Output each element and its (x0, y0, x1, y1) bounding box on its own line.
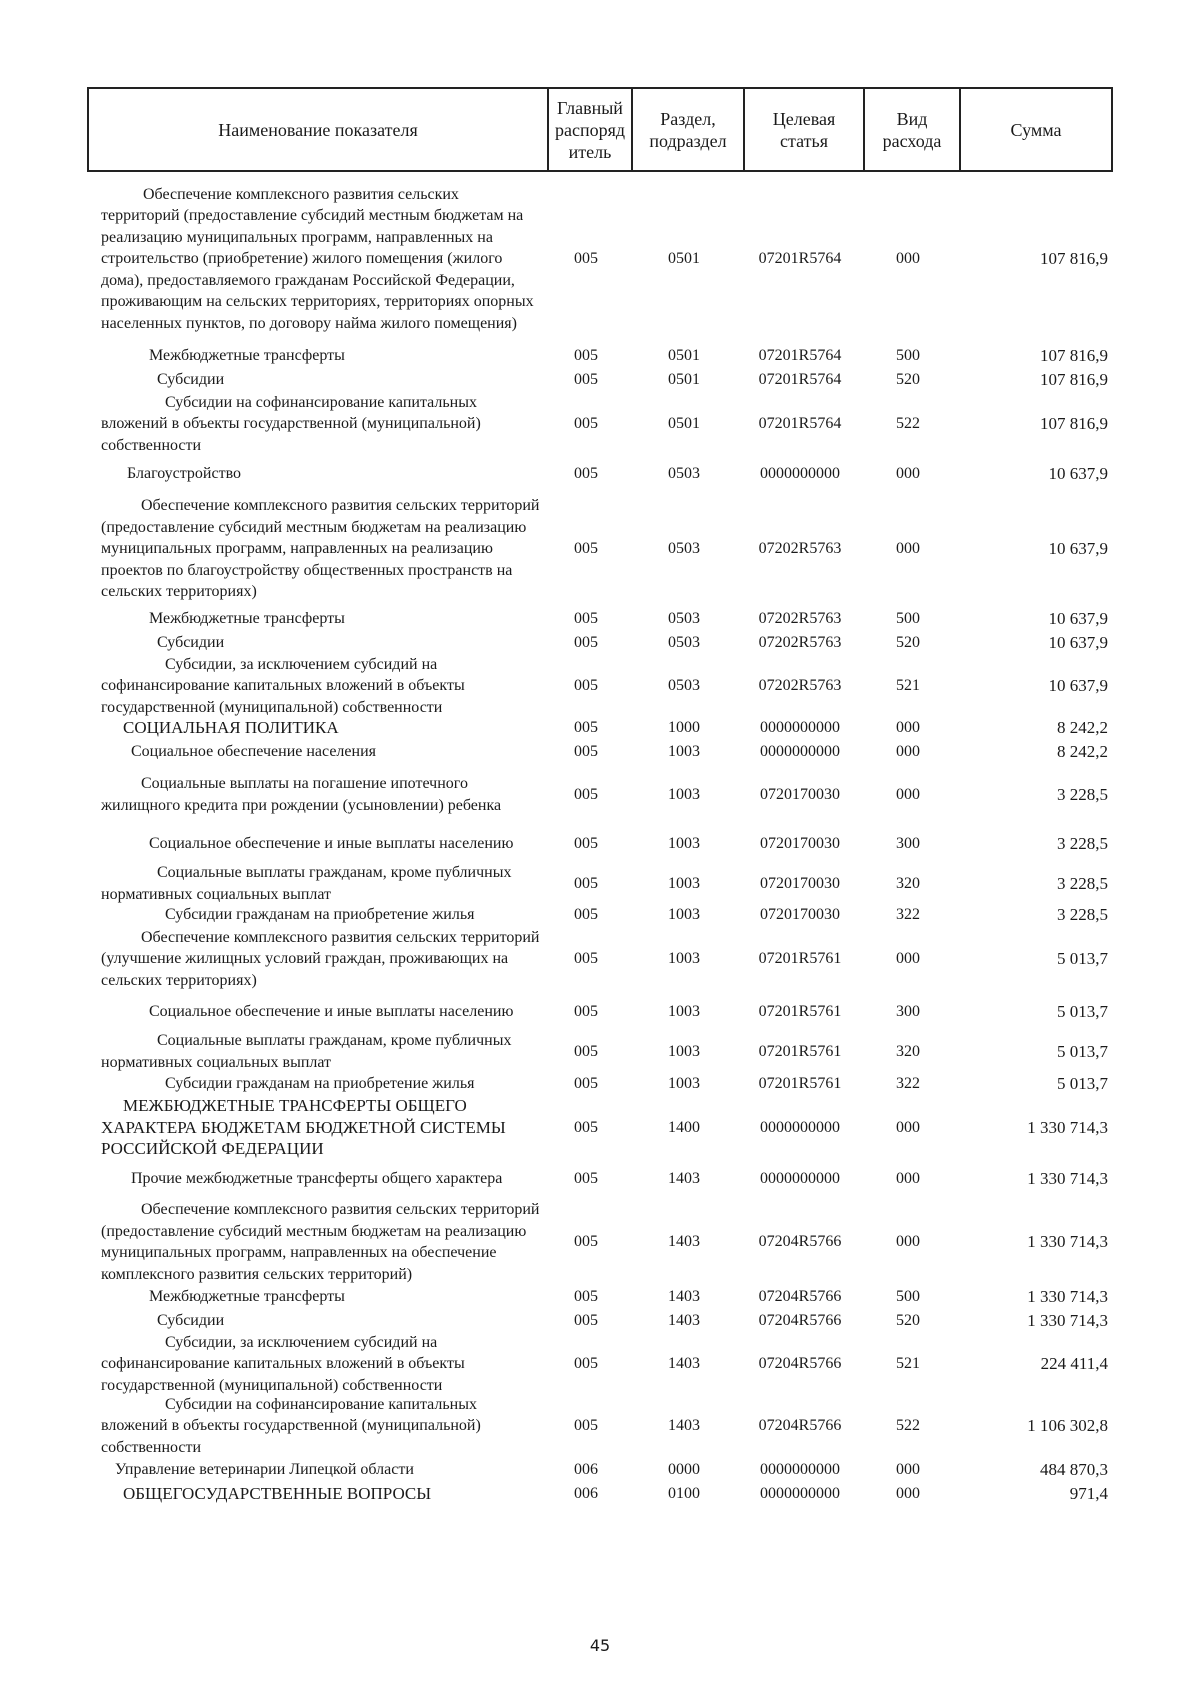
row-name (87, 1332, 544, 1397)
row-rzpr: 0000 (668, 1460, 700, 1478)
row-vr: 000 (896, 1460, 920, 1478)
row-csr: 07201R5764 (758, 415, 842, 433)
row-csr: 07201R5761 (758, 950, 842, 968)
row-vr: 000 (896, 465, 920, 483)
row-name (87, 833, 544, 855)
table-row (87, 1395, 1111, 1457)
row-sum: 1 330 714,3 (1027, 1287, 1108, 1307)
row-name-text: Социальное обеспечение и иные выплаты населению (149, 835, 514, 853)
row-name-text: Социальное обеспечение и иные выплаты населению (149, 1002, 514, 1020)
row-sum: 107 816,9 (1040, 346, 1108, 366)
row-rzpr: 0501 (668, 250, 700, 268)
row-name (87, 1310, 544, 1332)
row-name-text: Прочие межбюджетные трансферты общего характера (131, 1169, 503, 1187)
table-row (87, 927, 1111, 991)
table-row (87, 1285, 1111, 1309)
row-grbs: 005 (574, 371, 598, 389)
row-rzpr: 0503 (668, 540, 700, 558)
row-name-text: Обеспечение комплексного развития сельских территорий (предоставление субсидий местным бюджетам на реализацию муниципальных программ, направленных на реализацию проектов по благоустройству общественных пространств на сельских территориях) (101, 497, 540, 601)
row-grbs: 005 (574, 1042, 598, 1060)
row-rzpr: 0503 (668, 465, 700, 483)
row-grbs: 005 (574, 677, 598, 695)
row-sum: 107 816,9 (1040, 370, 1108, 390)
row-name-text: Межбюджетные трансферты (149, 1288, 345, 1306)
row-grbs: 005 (574, 785, 598, 803)
row-name-text: Субсидии гражданам на приобретение жилья (165, 1075, 475, 1093)
row-name-text: СОЦИАЛЬНАЯ ПОЛИТИКА (123, 718, 339, 738)
row-csr: 0000000000 (760, 743, 840, 761)
row-name (87, 1030, 544, 1073)
row-rzpr: 1003 (668, 874, 700, 892)
table-row (87, 655, 1111, 717)
row-vr: 000 (896, 1233, 920, 1251)
row-csr: 07204R5766 (758, 1288, 842, 1306)
row-name-text: Субсидии на софинансирование капитальных вложений в объекты государственной (муниципальной) собственности (101, 1395, 481, 1456)
row-csr: 07201R5764 (758, 250, 842, 268)
row-vr: 500 (896, 609, 920, 627)
row-rzpr: 1403 (668, 1312, 700, 1330)
row-name (87, 632, 544, 654)
row-grbs: 005 (574, 1417, 598, 1435)
row-vr: 520 (896, 371, 920, 389)
row-rzpr: 1403 (668, 1417, 700, 1435)
row-sum: 5 013,7 (1057, 1041, 1108, 1061)
row-name (87, 1199, 544, 1285)
table-row (87, 631, 1111, 655)
row-name (87, 1073, 544, 1095)
row-sum: 10 637,9 (1048, 608, 1108, 628)
row-sum: 1 106 302,8 (1027, 1416, 1108, 1436)
row-grbs: 005 (574, 609, 598, 627)
row-rzpr: 0503 (668, 677, 700, 695)
row-sum: 3 228,5 (1057, 905, 1108, 925)
header-csr: Целевая статья (744, 88, 864, 171)
row-rzpr: 0501 (668, 371, 700, 389)
row-sum: 10 637,9 (1048, 464, 1108, 484)
row-grbs: 005 (574, 1075, 598, 1093)
table-header (87, 87, 1113, 172)
row-csr: 0720170030 (760, 874, 840, 892)
row-grbs: 005 (574, 1355, 598, 1373)
table-row (87, 492, 1111, 606)
row-name (87, 184, 544, 335)
row-csr: 07204R5766 (758, 1417, 842, 1435)
row-name-text: МЕЖБЮДЖЕТНЫЕ ТРАНСФЕРТЫ ОБЩЕГО ХАРАКТЕРА БЮДЖЕТАМ БЮДЖЕТНОЙ СИСТЕМЫ РОССИЙСКОЙ ФЕДЕРАЦИИ (101, 1096, 506, 1159)
row-name (87, 1394, 544, 1459)
row-csr: 0000000000 (760, 1460, 840, 1478)
row-name (87, 1286, 544, 1308)
row-sum: 10 637,9 (1048, 539, 1108, 559)
table-row (87, 903, 1111, 927)
row-name-text: Благоустройство (127, 465, 242, 483)
row-name (87, 741, 544, 763)
row-grbs: 005 (574, 719, 598, 737)
row-vr: 521 (896, 1355, 920, 1373)
row-name-text: Социальное обеспечение населения (131, 743, 376, 761)
row-csr: 0000000000 (760, 465, 840, 483)
table-row (87, 174, 1111, 344)
row-vr: 322 (896, 1075, 920, 1093)
row-name-text: Обеспечение комплексного развития сельских территорий (предоставление субсидий местным бюджетам на реализацию муниципальных программ, направленных на обеспечение комплексного развития сельских территорий) (101, 1201, 540, 1283)
row-name-text: Обеспечение комплексного развития сельских территорий (предоставление субсидий местным бюджетам на реализацию муниципальных программ, направленных на строительство (приобретение) жилого помещения (жилого дома), предоставляемого гражданам Российской Федерации, проживающим на сельских территориях, территориях опорных населенных пунктов, по договору найма жилого помещения) (101, 185, 534, 332)
row-vr: 300 (896, 1002, 920, 1020)
row-sum: 5 013,7 (1057, 1074, 1108, 1094)
row-vr: 000 (896, 540, 920, 558)
row-sum: 1 330 714,3 (1027, 1311, 1108, 1331)
row-csr: 0720170030 (760, 906, 840, 924)
row-grbs: 005 (574, 250, 598, 268)
row-name-text: Межбюджетные трансферты (149, 609, 345, 627)
row-grbs: 006 (574, 1460, 598, 1478)
row-vr: 000 (896, 719, 920, 737)
table-row (87, 1457, 1111, 1482)
row-vr: 500 (896, 1288, 920, 1306)
row-name (87, 717, 544, 739)
table-row (87, 1199, 1111, 1285)
row-sum: 1 330 714,3 (1027, 1117, 1108, 1137)
row-grbs: 005 (574, 906, 598, 924)
row-name-text: Межбюджетные трансферты (149, 347, 345, 365)
row-sum: 107 816,9 (1040, 249, 1108, 269)
table-row (87, 1032, 1111, 1071)
row-vr: 000 (896, 1485, 920, 1503)
table-row (87, 739, 1111, 765)
table-row (87, 1482, 1111, 1506)
table-row (87, 456, 1111, 492)
page-number: 45 (589, 1636, 611, 1655)
row-sum: 3 228,5 (1057, 784, 1108, 804)
row-name-text: Субсидии гражданам на приобретение жилья (165, 906, 475, 924)
row-grbs: 005 (574, 1288, 598, 1306)
row-csr: 0720170030 (760, 785, 840, 803)
table-row (87, 1071, 1111, 1097)
row-csr: 0000000000 (760, 1118, 840, 1136)
row-name-text: Социальные выплаты на погашение ипотечного жилищного кредита при рождении (усыновлении) ребенка (101, 775, 502, 814)
row-rzpr: 1003 (668, 785, 700, 803)
row-name (87, 862, 544, 905)
row-name-text: Субсидии на софинансирование капитальных вложений в объекты государственной (муниципальной) собственности (101, 393, 481, 454)
row-rzpr: 1003 (668, 743, 700, 761)
row-sum: 224 411,4 (1040, 1354, 1108, 1374)
row-name-text: Субсидии (157, 634, 225, 652)
row-sum: 8 242,2 (1057, 742, 1108, 762)
row-rzpr: 1003 (668, 1042, 700, 1060)
row-name-text: Субсидии (157, 1312, 225, 1330)
row-name-text: Управление ветеринарии Липецкой области (115, 1460, 414, 1478)
row-sum: 107 816,9 (1040, 414, 1108, 434)
row-vr: 520 (896, 1312, 920, 1330)
row-vr: 320 (896, 1042, 920, 1060)
row-vr: 000 (896, 785, 920, 803)
row-vr: 521 (896, 677, 920, 695)
row-csr: 0000000000 (760, 719, 840, 737)
row-name (87, 773, 544, 816)
row-name-text: Обеспечение комплексного развития сельских территорий (улучшение жилищных условий граждан, проживающих на сельских территориях) (101, 928, 540, 989)
row-name-text: Субсидии, за исключением субсидий на софинансирование капитальных вложений в объекты государственной (муниципальной) собственности (101, 1333, 465, 1394)
table-row (87, 717, 1111, 739)
row-sum: 1 330 714,3 (1027, 1232, 1108, 1252)
table-row (87, 991, 1111, 1032)
row-rzpr: 1400 (668, 1118, 700, 1136)
row-grbs: 005 (574, 415, 598, 433)
table-row (87, 606, 1111, 631)
table-row (87, 1333, 1111, 1395)
row-name (87, 1001, 544, 1023)
table-row (87, 368, 1111, 392)
table-row (87, 1158, 1111, 1199)
table-row (87, 824, 1111, 864)
row-grbs: 005 (574, 835, 598, 853)
row-csr: 0000000000 (760, 1485, 840, 1503)
row-name (87, 654, 544, 719)
row-csr: 07201R5761 (758, 1075, 842, 1093)
row-csr: 07202R5763 (758, 634, 842, 652)
row-rzpr: 0501 (668, 347, 700, 365)
row-rzpr: 0501 (668, 415, 700, 433)
row-rzpr: 1003 (668, 1002, 700, 1020)
row-grbs: 005 (574, 465, 598, 483)
row-name-text: Социальные выплаты гражданам, кроме публичных нормативных социальных выплат (101, 1032, 512, 1071)
row-vr: 500 (896, 347, 920, 365)
header-rzpr: Раздел, подраздел (632, 88, 744, 171)
row-vr: 000 (896, 250, 920, 268)
row-grbs: 005 (574, 347, 598, 365)
table-row (87, 765, 1111, 824)
row-csr: 07204R5766 (758, 1233, 842, 1251)
row-sum: 5 013,7 (1057, 949, 1108, 969)
row-rzpr: 1000 (668, 719, 700, 737)
row-csr: 07202R5763 (758, 677, 842, 695)
row-csr: 0720170030 (760, 835, 840, 853)
row-csr: 07201R5764 (758, 371, 842, 389)
row-vr: 000 (896, 1169, 920, 1187)
row-vr: 320 (896, 874, 920, 892)
table-row (87, 864, 1111, 903)
row-name-text: Субсидии (157, 371, 225, 389)
row-rzpr: 1003 (668, 835, 700, 853)
row-name (87, 1168, 544, 1190)
table-body (87, 174, 1111, 1506)
row-rzpr: 1403 (668, 1355, 700, 1373)
row-grbs: 005 (574, 743, 598, 761)
row-name-text: Субсидии, за исключением субсидий на софинансирование капитальных вложений в объекты государственной (муниципальной) собственности (101, 655, 465, 716)
row-sum: 971,4 (1069, 1484, 1108, 1504)
row-rzpr: 0503 (668, 609, 700, 627)
row-csr: 07202R5763 (758, 540, 842, 558)
row-csr: 07201R5764 (758, 347, 842, 365)
row-vr: 522 (896, 1417, 920, 1435)
row-sum: 484 870,3 (1040, 1459, 1108, 1479)
row-name (87, 369, 544, 391)
row-name (87, 927, 544, 992)
row-name-text: ОБЩЕГОСУДАРСТВЕННЫЕ ВОПРОСЫ (123, 1484, 432, 1504)
row-name (87, 345, 544, 367)
row-name-text: Социальные выплаты гражданам, кроме публичных нормативных социальных выплат (101, 864, 512, 903)
row-grbs: 005 (574, 1312, 598, 1330)
row-vr: 000 (896, 1118, 920, 1136)
table-row (87, 1309, 1111, 1333)
row-vr: 522 (896, 415, 920, 433)
row-sum: 3 228,5 (1057, 873, 1108, 893)
row-csr: 07201R5761 (758, 1002, 842, 1020)
row-name (87, 1459, 544, 1481)
row-name (87, 1095, 544, 1160)
table-row (87, 392, 1111, 456)
row-csr: 07204R5766 (758, 1312, 842, 1330)
row-name (87, 495, 544, 603)
header-grbs: Главный распоряд итель (548, 88, 632, 171)
row-grbs: 005 (574, 540, 598, 558)
row-rzpr: 1403 (668, 1169, 700, 1187)
row-vr: 322 (896, 906, 920, 924)
row-sum: 1 330 714,3 (1027, 1168, 1108, 1188)
header-name: Наименование показателя (88, 88, 548, 171)
row-rzpr: 0100 (668, 1485, 700, 1503)
row-csr: 07204R5766 (758, 1355, 842, 1373)
row-rzpr: 0503 (668, 634, 700, 652)
row-sum: 10 637,9 (1048, 633, 1108, 653)
header-vr: Вид расхода (864, 88, 960, 171)
row-sum: 10 637,9 (1048, 676, 1108, 696)
row-vr: 000 (896, 743, 920, 761)
row-grbs: 006 (574, 1485, 598, 1503)
header-sum: Сумма (960, 88, 1112, 171)
row-sum: 3 228,5 (1057, 834, 1108, 854)
row-rzpr: 1403 (668, 1233, 700, 1251)
row-vr: 000 (896, 950, 920, 968)
row-name (87, 463, 544, 485)
row-name (87, 1483, 544, 1505)
row-vr: 300 (896, 835, 920, 853)
row-grbs: 005 (574, 1169, 598, 1187)
row-grbs: 005 (574, 874, 598, 892)
row-vr: 520 (896, 634, 920, 652)
row-grbs: 005 (574, 1118, 598, 1136)
row-grbs: 005 (574, 1002, 598, 1020)
table-row (87, 344, 1111, 368)
row-grbs: 005 (574, 950, 598, 968)
row-sum: 8 242,2 (1057, 718, 1108, 738)
row-rzpr: 1003 (668, 906, 700, 924)
row-rzpr: 1003 (668, 950, 700, 968)
row-name (87, 904, 544, 926)
row-name (87, 608, 544, 630)
row-rzpr: 1403 (668, 1288, 700, 1306)
row-name (87, 392, 544, 457)
row-grbs: 005 (574, 1233, 598, 1251)
row-csr: 07202R5763 (758, 609, 842, 627)
row-csr: 0000000000 (760, 1169, 840, 1187)
row-csr: 07201R5761 (758, 1042, 842, 1060)
row-grbs: 005 (574, 634, 598, 652)
row-sum: 5 013,7 (1057, 1001, 1108, 1021)
table-row (87, 1097, 1111, 1158)
row-rzpr: 1003 (668, 1075, 700, 1093)
